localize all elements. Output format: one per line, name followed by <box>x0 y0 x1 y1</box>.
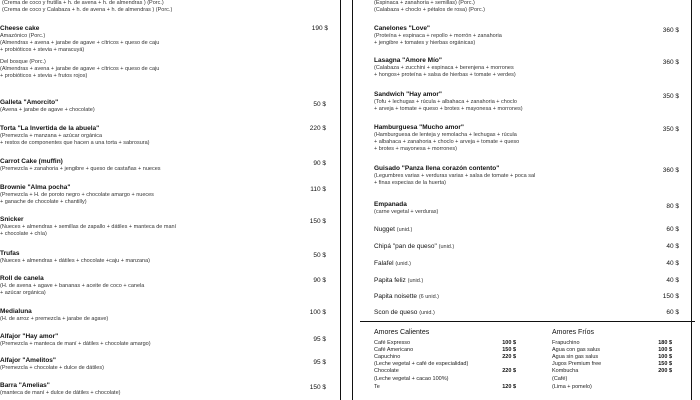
drink-name: Café Americano <box>374 347 414 353</box>
item-name: Papita feliz <box>374 277 406 284</box>
drink-price: 180 $ <box>658 340 672 346</box>
drink-price: 200 $ <box>658 368 672 374</box>
item-description-line: (Espinaca + zanahoria + semillas) (Porc.) <box>374 0 475 6</box>
item-price: 350 $ <box>662 93 679 100</box>
item-description-line: (Tofu + lechugas + rúcula + albahaca + zanahoria + choclo <box>374 99 517 105</box>
item-price: 110 $ <box>310 186 326 193</box>
drink-note: (Lima + pomelo) <box>552 384 592 390</box>
drink-name: Agua con gas salus <box>552 347 601 353</box>
item-unit: (unid.) <box>419 310 435 316</box>
item-price: 60 $ <box>666 226 679 233</box>
item-price: 90 $ <box>313 277 326 284</box>
drink-name: Agua sin gas salus <box>552 354 599 360</box>
menu-item <box>0 98 326 114</box>
menu-item <box>0 274 326 297</box>
item-description-line: (H. de avena + agave + bananas + aceite de coco + canela <box>0 283 145 289</box>
left-top-partial <box>2 0 172 14</box>
drink-name: Café Expresso <box>374 340 411 346</box>
item-price: 50 $ <box>313 252 326 259</box>
section-title-cold-drinks: Amores Fríos <box>552 329 595 336</box>
menu-item <box>374 56 679 79</box>
item-name: Hamburguesa "Mucho amor" <box>374 124 464 131</box>
cold-drinks-section <box>552 328 594 337</box>
item-description-line: (Proteína + espinaca + repollo + morrón + zanahoria <box>374 33 502 39</box>
item-description-line: (Calabaza + choclo + pétalos de rosa) (Porc.) <box>374 7 485 13</box>
item-name: Trufas <box>0 250 20 257</box>
item-description-line: (manteca de maní + dulce de dátiles + chocolate) <box>0 390 121 396</box>
section-title-hot-drinks: Amores Calientes <box>374 329 430 336</box>
drink-price: 220 $ <box>502 354 516 360</box>
item-unit: (6 unid.) <box>418 294 440 300</box>
right-top-partial <box>374 0 485 14</box>
item-price: 40 $ <box>666 260 679 267</box>
item-name: Carrot Cake (muffin) <box>0 158 63 165</box>
menu-item-simple <box>374 292 679 302</box>
item-price: 220 $ <box>309 125 326 132</box>
item-price: 40 $ <box>666 277 679 284</box>
item-description-line: (Premezcla + chocolate + dulce de dátiles) <box>0 365 104 371</box>
item-price: 360 $ <box>662 27 679 34</box>
item-description-line: (Legumbres varias + verduras varias + salsa de tomate + poca sal <box>374 173 536 179</box>
item-name: Canelones "Love" <box>374 25 431 32</box>
item-price: 360 $ <box>662 167 679 174</box>
drink-note: (Café) <box>552 376 568 382</box>
divider-center <box>352 0 353 400</box>
item-name: Nugget <box>374 226 395 233</box>
menu-item <box>0 356 326 372</box>
item-name: Roll de canela <box>0 275 44 282</box>
item-name: Falafel <box>374 260 394 267</box>
item-description-line: + probióticos + stevia + maracuyá) <box>0 47 85 53</box>
item-description-line: (Nueces + almendras + semillas de zapallo + dátiles + manteca de maní <box>0 224 177 230</box>
item-description-line: + finas especias de la huerta) <box>374 180 447 186</box>
item-description-line: (carne vegetal + verduras) <box>374 209 439 215</box>
drink-name: Frapuchino <box>552 340 580 346</box>
item-price: 150 $ <box>309 218 326 225</box>
item-description-line: + ganache de chocolate + chantilly) <box>0 199 87 205</box>
item-description-line: Del bosque (Porc.) <box>0 59 46 65</box>
menu-item-simple <box>374 276 679 286</box>
drink-name: Capuchino <box>374 354 401 360</box>
item-name: Cheese cake <box>0 25 40 32</box>
menu-item-simple <box>374 308 679 318</box>
item-description-line: + azúcar orgánica) <box>0 290 46 296</box>
drink-note: (Leche vegetal + café de especialidad) <box>374 361 469 367</box>
drink-price: 150 $ <box>502 347 516 353</box>
menu-item <box>0 249 326 265</box>
drink-name: Jugos Premium free <box>552 361 602 367</box>
menu-item <box>0 124 326 147</box>
menu-item-simple <box>374 225 679 235</box>
right-menu-column <box>360 0 695 400</box>
item-name: Papita noisette <box>374 293 418 300</box>
item-description-line: + restos de componentes que hacen a una torta + sabrosura) <box>0 140 150 146</box>
item-description-line: (Nueces + almendras + dátiles + chocolate +caju + manzana) <box>0 258 150 264</box>
item-description-line: + brotes + mayonesa + morrones) <box>374 146 457 152</box>
item-name: Guisado "Panza llena corazón contento" <box>374 165 500 172</box>
item-description-line: (Almendras + avena + jarabe de agave + cítricos + queso de caju <box>0 66 160 72</box>
item-description-line: (Premezcla + H. de poroto negro + chocolate amargo + nueces <box>0 192 154 198</box>
item-price: 350 $ <box>662 126 679 133</box>
divider-left <box>340 0 341 400</box>
menu-item <box>374 164 679 187</box>
item-price: 50 $ <box>313 101 326 108</box>
drink-name: Te <box>374 384 380 390</box>
item-description-line: + arveja + tomate + queso + brotes + mayonesa + morrones) <box>374 106 523 112</box>
drink-price: 100 $ <box>502 340 516 346</box>
item-name: Sandwich "Hay amor" <box>374 91 442 98</box>
item-description-line: (H. de arroz + premezcla + jarabe de agave) <box>0 316 109 322</box>
menu-item <box>374 90 679 113</box>
item-description-line: (Calabaza + zucchini + espinaca + berenjena + morrones <box>374 65 514 71</box>
item-description-line: (Crema de coco y Calabaza + h. de avena + h. de almendras ) (Porc.) <box>2 7 173 13</box>
item-price: 150 $ <box>309 384 326 391</box>
item-price: 80 $ <box>666 203 679 210</box>
section-divider <box>360 321 695 322</box>
menu-item <box>374 123 679 153</box>
menu-item <box>374 200 679 216</box>
item-description-line: (Crema de coco y frutilla + h. de avena + h. de almendras ) (Porc.) <box>2 0 164 6</box>
item-description-line: + probióticos + stevia + frutos rojos) <box>0 73 88 79</box>
item-description-line: (Avena + jarabe de agave + chocolate) <box>0 107 95 113</box>
item-description-line: (Premezcla + manteca de maní + dátiles + chocolate amargo) <box>0 341 151 347</box>
drink-note: (Leche vegetal + cacao 100%) <box>374 376 449 382</box>
menu-item <box>0 157 326 173</box>
item-name: Lasagna "Amore Mío" <box>374 57 442 64</box>
drink-price: 100 $ <box>658 347 672 353</box>
item-description-line: + jengibre + tomates y hierbas orgánicas) <box>374 40 476 46</box>
item-description-line: + hongos+ proteína + salsa de hierbas + tomate + verdes) <box>374 72 516 78</box>
menu-item <box>0 215 326 238</box>
item-name: Brownie "Alma pocha" <box>0 184 71 191</box>
menu-item <box>374 24 679 47</box>
drink-name: Chocolate <box>374 368 399 374</box>
drink-price: 150 $ <box>658 361 672 367</box>
item-description-line: (Premezcla + manzana + azúcar orgánica <box>0 133 103 139</box>
item-name: Galleta "Amorcito" <box>0 99 59 106</box>
item-name: Alfajor "Hay amor" <box>0 333 59 340</box>
item-name: Medialuna <box>0 308 32 315</box>
menu-item-cheese-cake <box>0 24 328 80</box>
menu-item <box>0 307 326 323</box>
item-unit: (unid.) <box>396 227 413 233</box>
item-description-line: Amazónico (Porc.) <box>0 33 46 39</box>
item-description-line: (Premezcla + zanahoria + jengibre + queso de castañas + nueces <box>0 166 161 172</box>
drink-price: 120 $ <box>502 384 516 390</box>
item-description-line: + chocolate + chía) <box>0 231 47 237</box>
item-price: 95 $ <box>313 359 326 366</box>
hot-drinks-section <box>374 328 429 337</box>
item-name: Scon de queso <box>374 309 418 316</box>
item-price: 60 $ <box>666 309 679 316</box>
drink-price: 100 $ <box>658 354 672 360</box>
menu-item <box>0 183 326 206</box>
item-price: 95 $ <box>313 336 326 343</box>
menu-item-simple <box>374 242 679 252</box>
menu-item <box>0 332 326 348</box>
item-description-line: (Almendras + avena + jarabe de agave + cítricos + queso de caju <box>0 40 160 46</box>
item-price: 190 $ <box>311 25 328 32</box>
item-unit: (unid.) <box>438 244 455 250</box>
menu-item-simple <box>374 259 679 269</box>
item-price: 40 $ <box>666 243 679 250</box>
item-description-line: (Hamburguesa de lenteja y remolacha + lechugas + rúcula <box>374 132 517 138</box>
item-name: Empanada <box>374 201 407 208</box>
item-name: Barra "Amelias" <box>0 382 50 389</box>
menu-item <box>0 381 326 397</box>
item-price: 360 $ <box>662 59 679 66</box>
left-menu-column <box>0 0 340 400</box>
item-unit: (unid.) <box>395 261 411 267</box>
item-description-line: + albahaca + zanahoria + choclo + arveja + tomate + queso <box>374 139 520 145</box>
item-unit: (unid.) <box>407 278 424 284</box>
drink-price: 220 $ <box>502 368 516 374</box>
item-name: Chipá "pan de queso" <box>374 243 437 250</box>
item-name: Alfajor "Amelitos" <box>0 357 57 364</box>
item-price: 100 $ <box>309 309 326 316</box>
drink-name: Kombucha <box>552 368 579 374</box>
item-name: Snicker <box>0 216 24 223</box>
item-name: Torta "La Invertida de la abuela" <box>0 125 100 132</box>
item-price: 150 $ <box>662 293 679 300</box>
item-price: 90 $ <box>313 160 326 167</box>
